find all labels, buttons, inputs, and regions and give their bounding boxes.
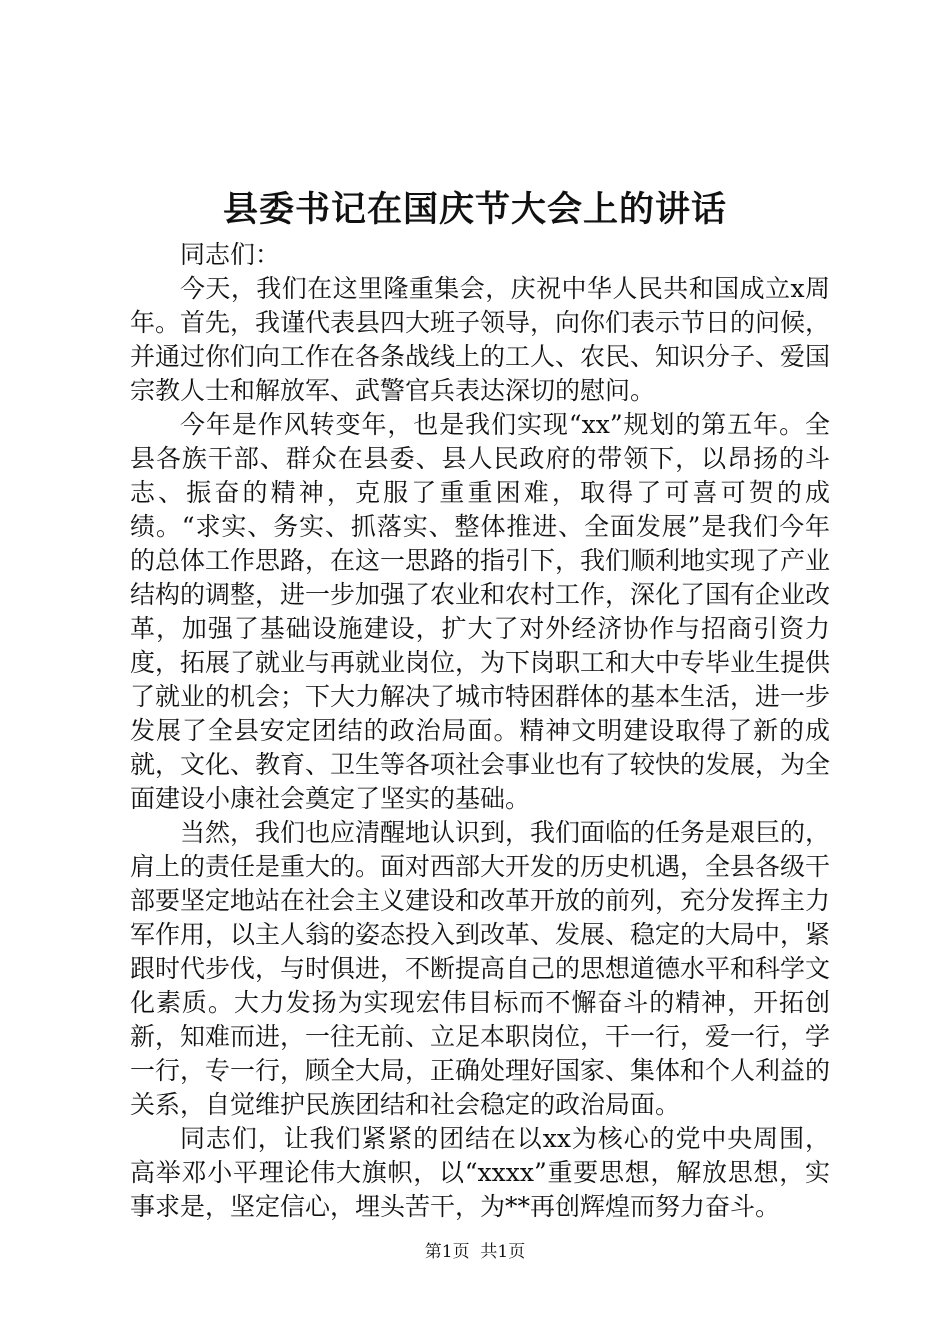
salutation: 同志们：	[180, 240, 281, 269]
paragraph-1: 今天，我们在这里隆重集会，庆祝中华人民共和国成立x周年。首先，我谨代表县四大班子领导，向你们表示节日的问候，并通过你们向工作在各条战线上的工人、农民、知识分子、爱国宗教人士和解放军、武警官兵表达深切的慰问。	[130, 274, 831, 405]
document-title: 县委书记在国庆节大会上的讲话	[222, 189, 727, 230]
document-body	[130, 238, 830, 1224]
paragraph-3: 当然，我们也应清醒地认识到，我们面临的任务是艰巨的，肩上的责任是重大的。面对西部大开发的历史机遇，全县各级干部要坚定地站在社会主义建设和改革开放的前列，充分发挥主力军作用，以主人翁的姿态投入到改革、发展、稳定的大局中，紧跟时代步伐，与时俱进，不断提高自己的思想道德水平和科学文化素质。大力发扬为实现宏伟目标而不懈奋斗的精神，开拓创新，知难而进，一往无前、立足本职岗位，干一行，爱一行，学一行，专一行，顾全大局，正确处理好国家、集体和个人利益的关系，自觉维护民族团结和社会稳定的政治局面。	[130, 818, 831, 1119]
page-footer: 第1页 共1页	[424, 1242, 526, 1262]
paragraph-4: 同志们，让我们紧紧的团结在以xx为核心的党中央周围，高举邓小平理论伟大旗帜，以“xxxx”重要思想，解放思想，实事求是，坚定信心，埋头苦干，为**再创辉煌而努力奋斗。	[130, 1124, 830, 1221]
paragraph-2: 今年是作风转变年，也是我们实现“xx”规划的第五年。全县各族干部、群众在县委、县人民政府的带领下，以昂扬的斗志、振奋的精神，克服了重重困难，取得了可喜可贺的成绩。“求实、务实、抓落实、整体推进、全面发展”是我们今年的总体工作思路，在这一思路的指引下，我们顺利地实现了产业结构的调整，进一步加强了农业和农村工作，深化了国有企业改革，加强了基础设施建设，扩大了对外经济协作与招商引资力度，拓展了就业与再就业岗位，为下岗职工和大中专毕业生提供了就业的机会；下大力解决了城市特困群体的基本生活，进一步发展了全县安定团结的政治局面。精神文明建设取得了新的成就，文化、教育、卫生等各项社会事业也有了较快的发展，为全面建设小康社会奠定了坚实的基础。	[130, 410, 831, 813]
